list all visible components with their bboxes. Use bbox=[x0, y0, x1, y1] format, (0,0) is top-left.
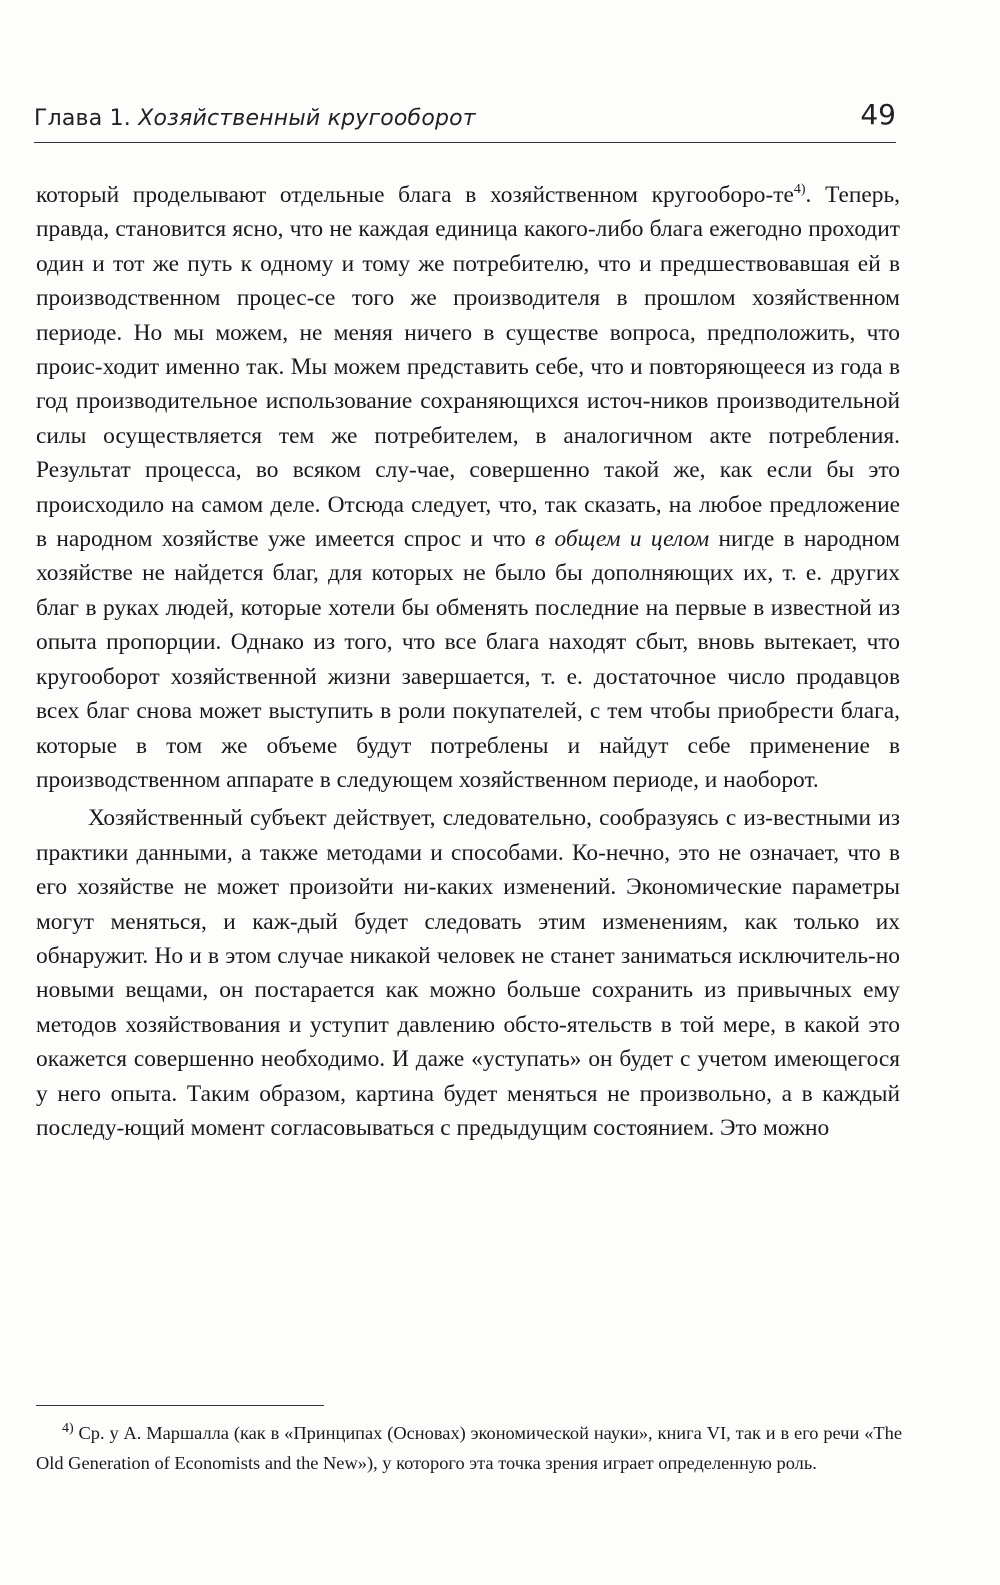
main-text bbox=[36, 178, 900, 1145]
paragraph-1 bbox=[36, 178, 900, 797]
footnote-text: Ср. у А. Маршалла (как в «Принципах (Основах) экономической науки», книга VI, так и в его речи «The Old Generation of Economists and the New»), у которого эта точка зрения играет определенную роль. bbox=[36, 1423, 902, 1473]
footnote bbox=[36, 1418, 902, 1478]
emphasis-text: в общем и целом bbox=[535, 526, 710, 553]
running-head bbox=[34, 98, 896, 138]
footnote-marker: 4) bbox=[62, 1420, 74, 1436]
chapter-heading bbox=[34, 106, 476, 131]
chapter-title: Хозяйственный кругооборот bbox=[138, 106, 476, 131]
paragraph-2: Хозяйственный субъект действует, следовательно, сообразуясь с из-вестными из практики данными, а также методами и способами. Ко-нечно, это не означает, что в его хозяйстве не может произойти ни-каких изменений. Экономические параметры могут меняться, и каж-дый будет следовать этим изменениям, как только их обнаружит. Но и в этом случае никакой человек не станет заниматься исключитель-но новыми вещами, он постарается как можно больше сохранить из привычных ему методов хозяйствования и уступит давлению обсто-ятельств в той мере, в какой это окажется совершенно необходимо. И даже «уступать» он будет с учетом имеющегося у него опыта. Таким образом, картина будет меняться не произвольно, а в каждый последу-ющий момент согласовываться с предыдущим состоянием. Это можно bbox=[36, 805, 900, 1141]
paragraph-1-part-b: . Теперь, правда, становится ясно, что не каждая единица какого-либо блага ежегодно проходит один и тот же путь к одному и тому же потребителю, что и предшествовавшая ей в производственном процес-се того же производителя в прошлом хозяйственном периоде. Но мы можем, не меняя ничего в существе вопроса, предположить, что проис-ходит именно так. Мы можем представить себе, что и повторяющееся из года в год производительное использование сохраняющихся источ-ников производительной силы осуществляется тем же потребителем, в аналогичном акте потребления. Результат процесса, во всяком слу-чае, совершенно такой же, как если бы это происходило на самом деле. Отсюда следует, что, так сказать, на любое предложение в народном хозяйстве уже имеется спрос и что bbox=[36, 182, 900, 553]
header-rule bbox=[34, 142, 896, 143]
footnote-reference[interactable]: 4) bbox=[793, 182, 806, 198]
paragraph-1-part-a: который проделывают отдельные блага в хозяйственном кругооборо-те bbox=[36, 182, 794, 208]
page-number: 49 bbox=[860, 98, 896, 131]
paragraph-1-part-c: нигде в народном хозяйстве не найдется благ, для которых не было бы дополняющих их, т. е. других благ в руках людей, которые хотели бы обменять последние на первые в известной из опыта пропорции. Однако из того, что все блага находят сбыт, вновь вытекает, что кругооборот хозяйственной жизни завершается, т. е. достаточное число продавцов всех благ снова может выступить в роли покупателей, с тем чтобы приобрести блага, которые в том же объеме будут потреблены и найдут себе применение в производственном аппарате в следующем хозяйственном периоде, и наоборот. bbox=[36, 526, 900, 793]
chapter-label: Глава 1. bbox=[34, 106, 131, 131]
footnote-rule bbox=[36, 1405, 324, 1406]
